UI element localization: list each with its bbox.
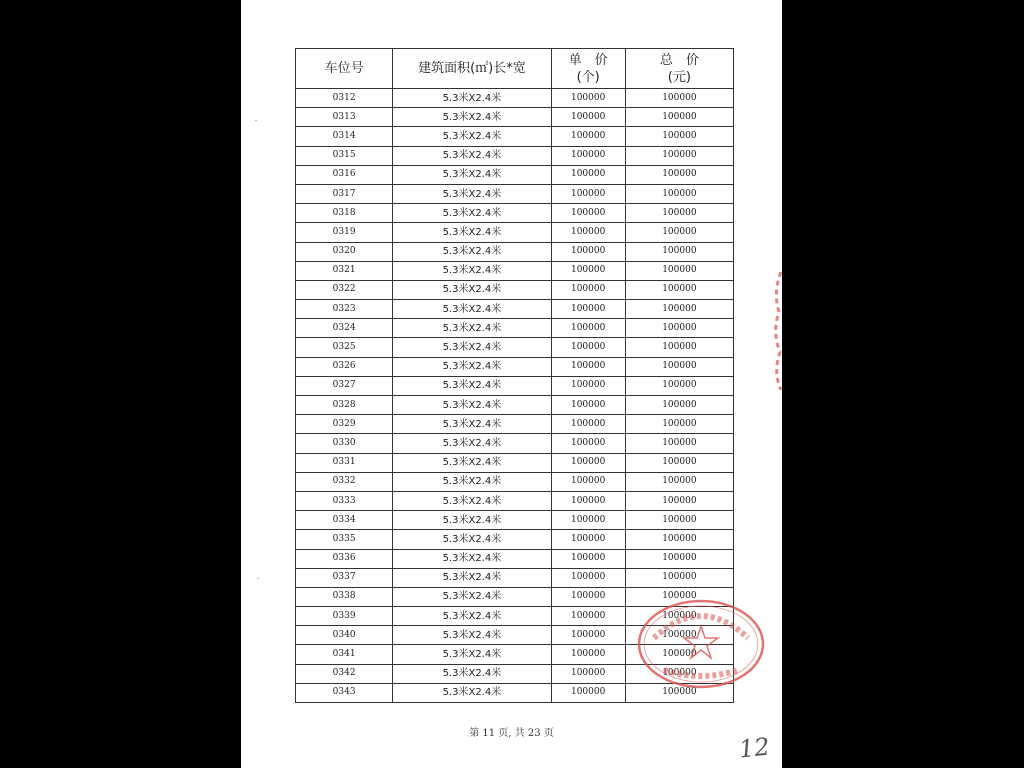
- table-row: [296, 415, 734, 434]
- cell-space-number: 0318: [296, 204, 393, 223]
- table-row: [296, 491, 734, 510]
- cell-building-area: 5.3米X2.4米: [393, 165, 551, 184]
- cell-space-number: 0315: [296, 146, 393, 165]
- cell-total-price: 100000: [625, 108, 733, 127]
- cell-total-price: 100000: [625, 376, 733, 395]
- header-total-price-label: 总 价: [659, 52, 699, 68]
- cell-total-price: 100000: [625, 280, 733, 299]
- table-row: [296, 376, 734, 395]
- cell-space-number: 0330: [296, 434, 393, 453]
- cell-space-number: 0337: [296, 568, 393, 587]
- table-row: [296, 127, 734, 146]
- cell-unit-price: 100000: [551, 472, 625, 491]
- cell-space-number: 0326: [296, 357, 393, 376]
- cell-space-number: 0327: [296, 376, 393, 395]
- cell-building-area: 5.3米X2.4米: [393, 683, 551, 702]
- cell-unit-price: 100000: [551, 511, 625, 530]
- cell-building-area: 5.3米X2.4米: [393, 396, 551, 415]
- cell-unit-price: 100000: [551, 184, 625, 203]
- cell-total-price: 100000: [625, 242, 733, 261]
- cell-total-price: 100000: [625, 300, 733, 319]
- cell-unit-price: 100000: [551, 530, 625, 549]
- cell-space-number: 0341: [296, 645, 393, 664]
- cell-building-area: 5.3米X2.4米: [393, 645, 551, 664]
- cell-space-number: 0339: [296, 607, 393, 626]
- cell-space-number: 0325: [296, 338, 393, 357]
- table-row: [296, 319, 734, 338]
- cell-space-number: 0343: [296, 683, 393, 702]
- cell-unit-price: 100000: [551, 338, 625, 357]
- cell-unit-price: 100000: [551, 280, 625, 299]
- cell-unit-price: 100000: [551, 300, 625, 319]
- cell-unit-price: 100000: [551, 146, 625, 165]
- cell-total-price: 100000: [625, 683, 733, 702]
- cell-total-price: 100000: [625, 223, 733, 242]
- cell-space-number: 0320: [296, 242, 393, 261]
- cell-unit-price: 100000: [551, 376, 625, 395]
- cell-total-price: 100000: [625, 549, 733, 568]
- table-row: [296, 357, 734, 376]
- cell-building-area: 5.3米X2.4米: [393, 530, 551, 549]
- cell-space-number: 0313: [296, 108, 393, 127]
- cell-unit-price: 100000: [551, 434, 625, 453]
- cell-space-number: 0317: [296, 184, 393, 203]
- cell-unit-price: 100000: [551, 242, 625, 261]
- cell-space-number: 0340: [296, 626, 393, 645]
- cell-total-price: 100000: [625, 491, 733, 510]
- official-seal-stamp: [636, 598, 766, 690]
- cell-space-number: 0314: [296, 127, 393, 146]
- table-row: [296, 396, 734, 415]
- cell-total-price: 100000: [625, 434, 733, 453]
- cell-unit-price: 100000: [551, 607, 625, 626]
- cell-building-area: 5.3米X2.4米: [393, 184, 551, 203]
- cell-unit-price: 100000: [551, 453, 625, 472]
- edge-seal-fragment: [771, 272, 782, 390]
- cell-total-price: 100000: [625, 453, 733, 472]
- cell-unit-price: 100000: [551, 396, 625, 415]
- table-row: [296, 300, 734, 319]
- header-unit-price-label: 单 价: [568, 52, 608, 68]
- cell-unit-price: 100000: [551, 664, 625, 683]
- cell-building-area: 5.3米X2.4米: [393, 319, 551, 338]
- cell-unit-price: 100000: [551, 165, 625, 184]
- cell-total-price: 100000: [625, 184, 733, 203]
- cell-space-number: 0321: [296, 261, 393, 280]
- cell-building-area: 5.3米X2.4米: [393, 415, 551, 434]
- cell-unit-price: 100000: [551, 127, 625, 146]
- table-row: [296, 89, 734, 108]
- table-row: [296, 261, 734, 280]
- cell-space-number: 0312: [296, 89, 393, 108]
- cell-space-number: 0324: [296, 319, 393, 338]
- header-total-price: [625, 49, 733, 89]
- cell-unit-price: 100000: [551, 587, 625, 606]
- cell-building-area: 5.3米X2.4米: [393, 223, 551, 242]
- table-row: [296, 434, 734, 453]
- cell-space-number: 0332: [296, 472, 393, 491]
- cell-building-area: 5.3米X2.4米: [393, 261, 551, 280]
- cell-total-price: 100000: [625, 338, 733, 357]
- cell-total-price: 100000: [625, 357, 733, 376]
- scan-speck: [257, 578, 259, 579]
- cell-total-price: 100000: [625, 319, 733, 338]
- cell-unit-price: 100000: [551, 415, 625, 434]
- table-row: [296, 223, 734, 242]
- cell-building-area: 5.3米X2.4米: [393, 472, 551, 491]
- table-row: [296, 472, 734, 491]
- cell-building-area: 5.3米X2.4米: [393, 511, 551, 530]
- cell-unit-price: 100000: [551, 89, 625, 108]
- table-row: [296, 453, 734, 472]
- cell-total-price: 100000: [625, 645, 733, 664]
- cell-building-area: 5.3米X2.4米: [393, 127, 551, 146]
- cell-space-number: 0335: [296, 530, 393, 549]
- table-header-row: [296, 49, 734, 89]
- cell-space-number: 0329: [296, 415, 393, 434]
- header-unit-price: [551, 49, 625, 89]
- cell-space-number: 0333: [296, 491, 393, 510]
- cell-building-area: 5.3米X2.4米: [393, 357, 551, 376]
- cell-building-area: 5.3米X2.4米: [393, 549, 551, 568]
- scan-speck: [255, 120, 257, 121]
- table-row: [296, 146, 734, 165]
- cell-unit-price: 100000: [551, 261, 625, 280]
- cell-building-area: 5.3米X2.4米: [393, 568, 551, 587]
- cell-building-area: 5.3米X2.4米: [393, 587, 551, 606]
- cell-building-area: 5.3米X2.4米: [393, 453, 551, 472]
- table-row: [296, 242, 734, 261]
- cell-space-number: 0342: [296, 664, 393, 683]
- document-page: [241, 0, 782, 768]
- cell-space-number: 0338: [296, 587, 393, 606]
- cell-total-price: 100000: [625, 261, 733, 280]
- cell-unit-price: 100000: [551, 319, 625, 338]
- table-row: [296, 204, 734, 223]
- cell-total-price: 100000: [625, 568, 733, 587]
- table-row: [296, 549, 734, 568]
- cell-total-price: 100000: [625, 530, 733, 549]
- cell-unit-price: 100000: [551, 108, 625, 127]
- cell-building-area: 5.3米X2.4米: [393, 108, 551, 127]
- cell-building-area: 5.3米X2.4米: [393, 376, 551, 395]
- cell-total-price: 100000: [625, 511, 733, 530]
- header-space-number: 车位号: [296, 49, 393, 89]
- header-building-area: 建筑面积(㎡)长*宽: [393, 49, 551, 89]
- cell-total-price: 100000: [625, 415, 733, 434]
- cell-total-price: 100000: [625, 127, 733, 146]
- cell-total-price: 100000: [625, 146, 733, 165]
- header-unit-price-unit: (个): [576, 69, 600, 85]
- cell-total-price: 100000: [625, 165, 733, 184]
- table-row: [296, 530, 734, 549]
- table-row: [296, 511, 734, 530]
- cell-building-area: 5.3米X2.4米: [393, 300, 551, 319]
- cell-total-price: 100000: [625, 396, 733, 415]
- cell-unit-price: 100000: [551, 683, 625, 702]
- cell-unit-price: 100000: [551, 645, 625, 664]
- cell-unit-price: 100000: [551, 626, 625, 645]
- cell-total-price: 100000: [625, 587, 733, 606]
- cell-space-number: 0322: [296, 280, 393, 299]
- cell-building-area: 5.3米X2.4米: [393, 434, 551, 453]
- cell-unit-price: 100000: [551, 223, 625, 242]
- table-row: [296, 108, 734, 127]
- cell-total-price: 100000: [625, 607, 733, 626]
- table-row: [296, 568, 734, 587]
- cell-building-area: 5.3米X2.4米: [393, 491, 551, 510]
- header-total-price-unit: (元): [667, 69, 691, 85]
- handwritten-page-note: 12: [737, 732, 771, 764]
- cell-unit-price: 100000: [551, 568, 625, 587]
- cell-space-number: 0316: [296, 165, 393, 184]
- cell-building-area: 5.3米X2.4米: [393, 242, 551, 261]
- cell-building-area: 5.3米X2.4米: [393, 607, 551, 626]
- cell-building-area: 5.3米X2.4米: [393, 204, 551, 223]
- cell-total-price: 100000: [625, 472, 733, 491]
- cell-total-price: 100000: [625, 664, 733, 683]
- cell-total-price: 100000: [625, 89, 733, 108]
- cell-space-number: 0319: [296, 223, 393, 242]
- cell-space-number: 0336: [296, 549, 393, 568]
- cell-unit-price: 100000: [551, 549, 625, 568]
- cell-building-area: 5.3米X2.4米: [393, 89, 551, 108]
- table-row: [296, 184, 734, 203]
- table-row: [296, 338, 734, 357]
- cell-unit-price: 100000: [551, 491, 625, 510]
- cell-space-number: 0331: [296, 453, 393, 472]
- cell-building-area: 5.3米X2.4米: [393, 664, 551, 683]
- cell-building-area: 5.3米X2.4米: [393, 146, 551, 165]
- cell-space-number: 0323: [296, 300, 393, 319]
- cell-space-number: 0334: [296, 511, 393, 530]
- cell-building-area: 5.3米X2.4米: [393, 626, 551, 645]
- cell-space-number: 0328: [296, 396, 393, 415]
- cell-total-price: 100000: [625, 626, 733, 645]
- cell-building-area: 5.3米X2.4米: [393, 280, 551, 299]
- table-row: [296, 280, 734, 299]
- cell-building-area: 5.3米X2.4米: [393, 338, 551, 357]
- page-number-footer: 第 11 页, 共 23 页: [469, 728, 554, 739]
- cell-unit-price: 100000: [551, 204, 625, 223]
- table-row: [296, 165, 734, 184]
- cell-total-price: 100000: [625, 204, 733, 223]
- cell-unit-price: 100000: [551, 357, 625, 376]
